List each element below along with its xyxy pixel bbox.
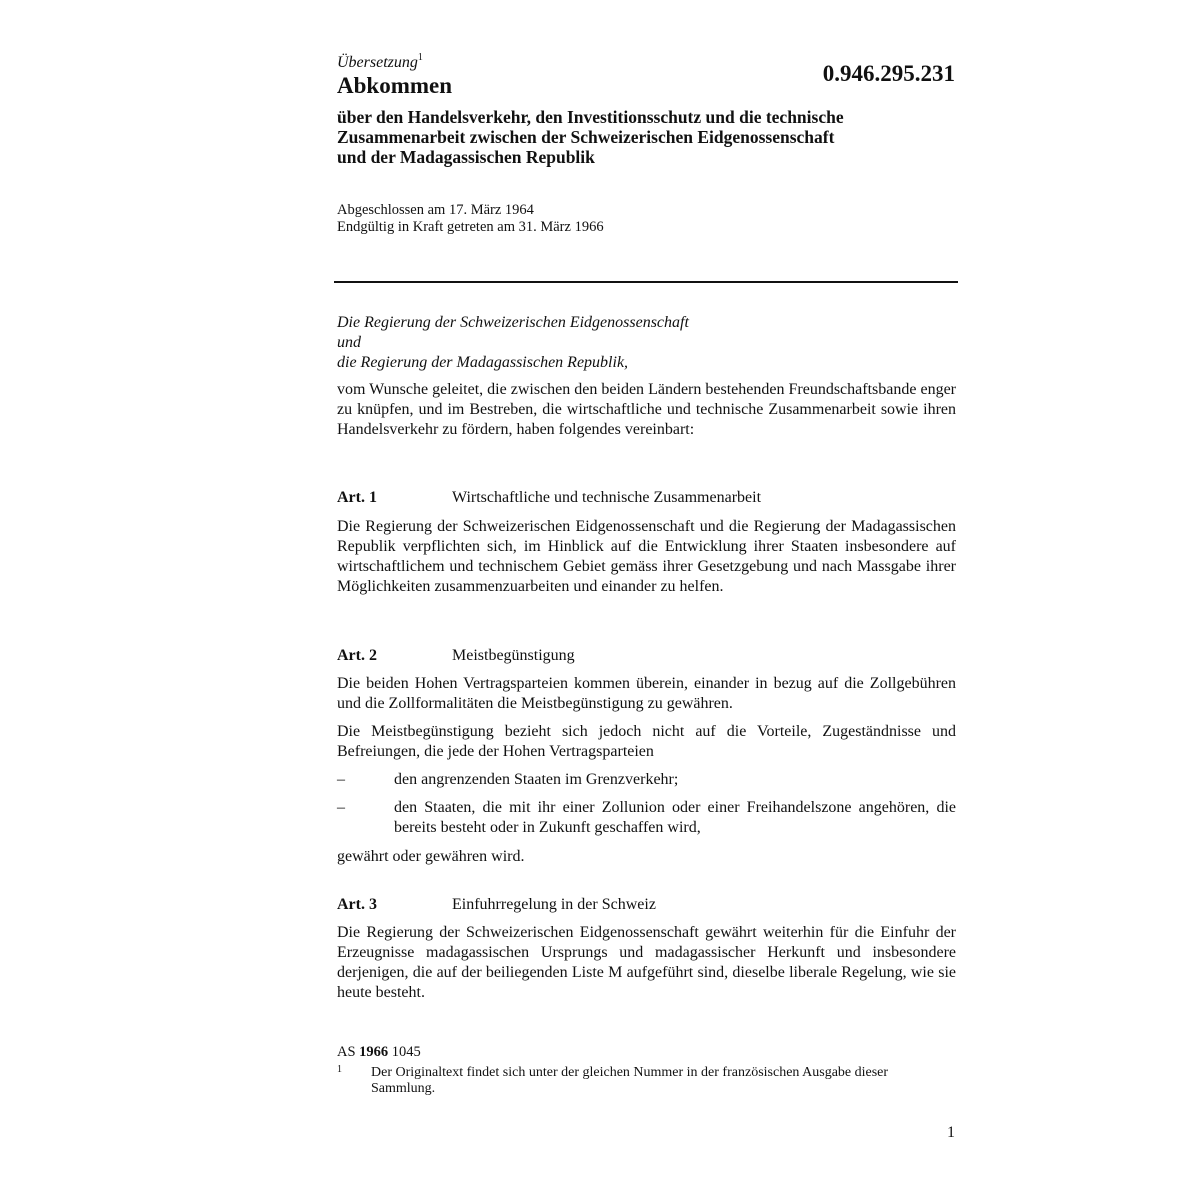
- as-page: 1045: [391, 1044, 421, 1060]
- article-3-paragraph: Die Regierung der Schweizerischen Eidgenossenschaft gewährt weiterhin für die Einfuhr der Erzeugnisse madagassischen Ursprungs und madagassischer Herkunft und insbesondere derjenigen, die auf der beiliegenden Liste M aufgeführt sind, dieselbe liberale Regelung, wie sie heute besteht.: [337, 924, 956, 1001]
- header-divider: [334, 281, 958, 283]
- article-1-paragraph: Die Regierung der Schweizerischen Eidgenossenschaft und die Regierung der Madagassischen Republik verpflichten sich, im Hinblick auf die Entwicklung ihrer Staaten insbesondere auf wirtschaftlichem und technischem Gebiet gemäss ihrer Gesetzgebung und nach Massgabe ihrer Möglichkeiten zusammenzuarbeiten und einander zu helfen.: [337, 518, 956, 595]
- article-number: Art. 1: [337, 489, 377, 506]
- document-title: Abkommen: [337, 73, 453, 98]
- article-2-closing: gewährt oder gewähren wird.: [337, 848, 525, 865]
- list-item-text: den Staaten, die mit ihr einer Zollunion oder einer Freihandelszone angehören, die bereits besteht oder in Zukunft geschaffen wird,: [394, 799, 956, 836]
- document-subtitle: [337, 107, 958, 167]
- list-item-text: den angrenzenden Staaten im Grenzverkehr;: [394, 771, 679, 788]
- party-line: und: [337, 334, 361, 351]
- treaty-dates: [337, 202, 604, 236]
- official-collection-reference: [337, 1044, 421, 1061]
- preamble-text: vom Wunsche geleitet, die zwischen den beiden Ländern bestehenden Freundschaftsbande enger zu knüpfen, und im Bestreben, die wirtschaftliche und technische Zusammenarbeit sowie ihren Handelsverkehr zu fördern, haben folgendes vereinbart:: [337, 381, 956, 438]
- footnote-text: Der Originaltext findet sich unter der gleichen Nummer in der französischen Ausgabe dieser Sammlung.: [371, 1065, 889, 1096]
- article-title: Einfuhrregelung in der Schweiz: [452, 896, 656, 913]
- list-item: [337, 798, 956, 838]
- subtitle-line: und der Madagassischen Republik: [337, 147, 595, 167]
- as-year: 1966: [359, 1044, 389, 1060]
- footnote: [337, 1065, 937, 1097]
- preamble-parties: [337, 313, 689, 373]
- footnote-number: 1: [337, 1064, 342, 1075]
- article-title: Meistbegünstigung: [452, 647, 575, 664]
- as-prefix: AS: [337, 1044, 356, 1060]
- page-content: [337, 0, 958, 1200]
- sr-number: 0.946.295.231: [822, 61, 955, 86]
- article-2-paragraph-2: Die Meistbegünstigung bezieht sich jedoch nicht auf die Vorteile, Zugeständnisse und Befreiungen, die jede der Hohen Vertragsparteien: [337, 723, 956, 760]
- party-line: die Regierung der Madagassischen Republik,: [337, 354, 629, 371]
- article-number: Art. 3: [337, 896, 377, 913]
- page-number: 1: [947, 1124, 955, 1141]
- subtitle-line: Zusammenarbeit zwischen der Schweizerischen Eidgenossenschaft: [337, 127, 835, 147]
- article-title: Wirtschaftliche und technische Zusammenarbeit: [452, 489, 762, 506]
- footnote-ref[interactable]: 1: [417, 52, 423, 63]
- translation-label: Übersetzung$^1$: [337, 52, 423, 71]
- party-line: Die Regierung der Schweizerischen Eidgenossenschaft: [337, 314, 689, 331]
- article-number: Art. 2: [337, 647, 377, 664]
- in-force-date: Endgültig in Kraft getreten am 31. März 1966: [337, 219, 604, 235]
- article-2-paragraph-1: Die beiden Hohen Vertragsparteien kommen überein, einander in bezug auf die Zollgebühren und die Zollformalitäten die Meistbegünstigung zu gewähren.: [337, 675, 956, 712]
- subtitle-line: über den Handelsverkehr, den Investitionsschutz und die technische: [337, 107, 844, 127]
- list-dash: –: [337, 799, 345, 816]
- list-item: [337, 770, 956, 790]
- concluded-date: Abgeschlossen am 17. März 1964: [337, 202, 534, 218]
- list-dash: –: [337, 771, 345, 788]
